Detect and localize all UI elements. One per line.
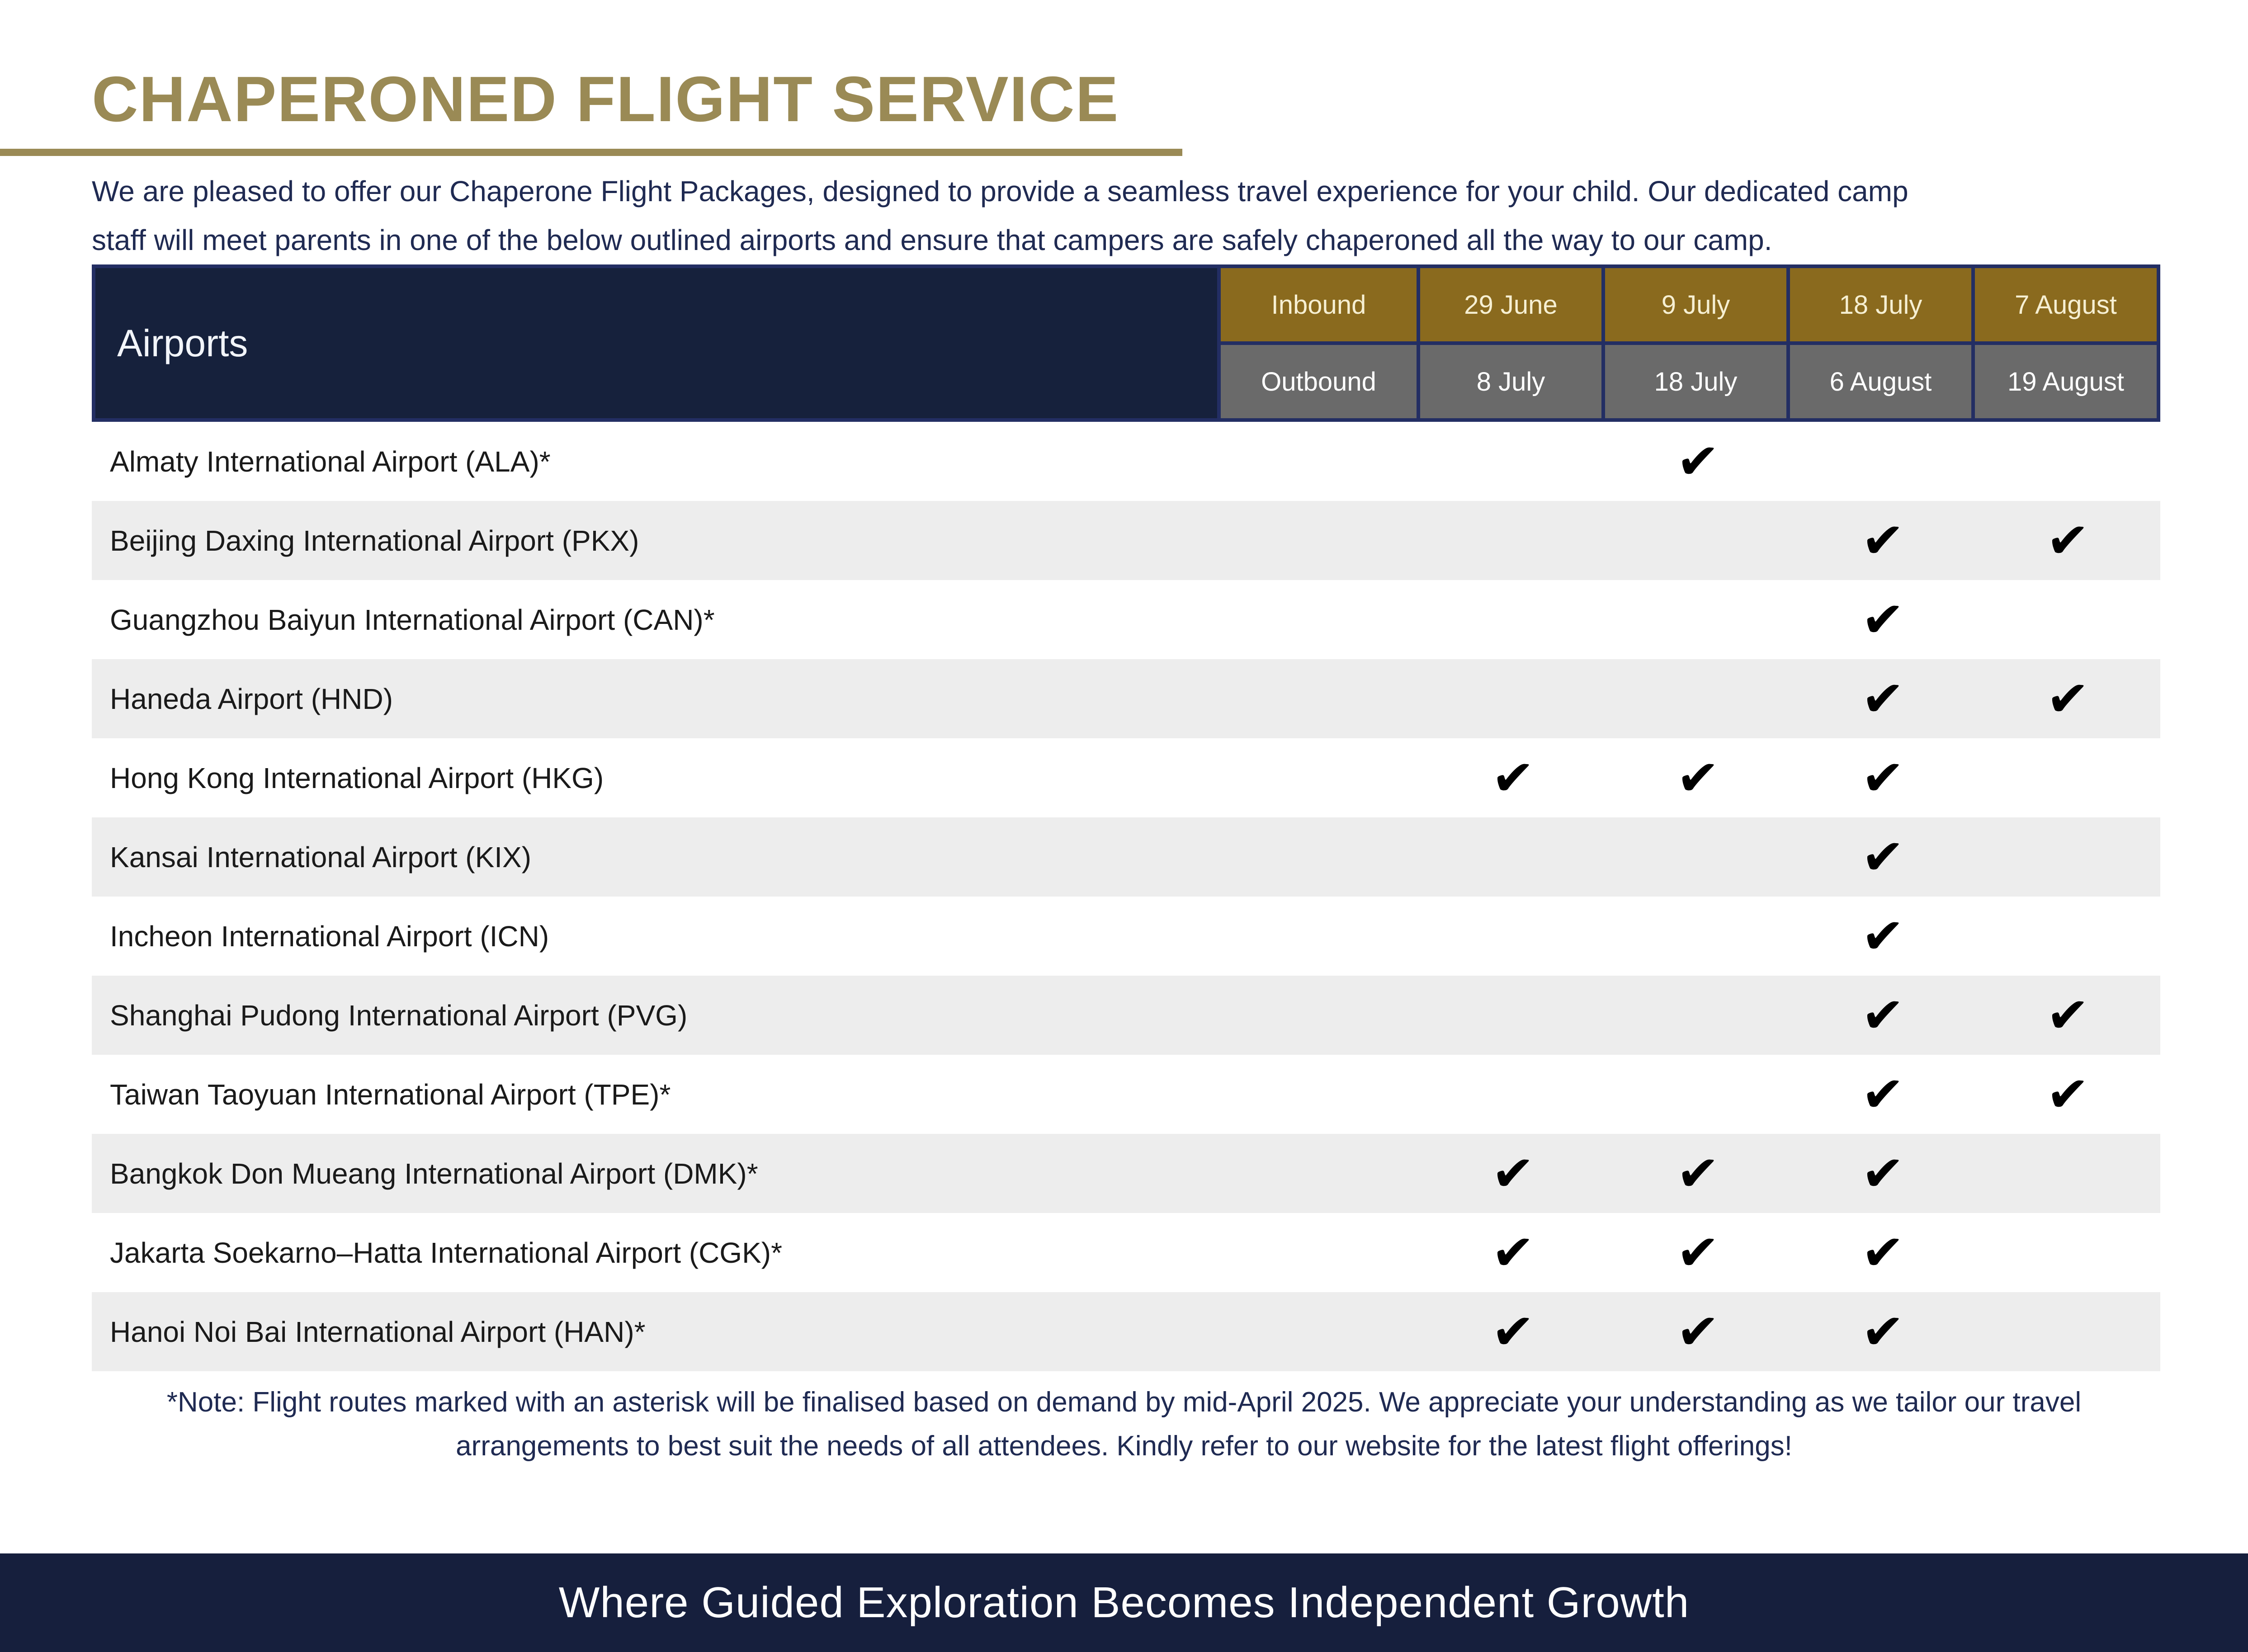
check-cell-1 [1420,738,1605,817]
label-spacer-cell [1221,1055,1420,1134]
label-spacer-cell [1221,976,1420,1055]
table-row [92,897,2160,976]
check-icon: ✔ [1860,668,1905,730]
check-cell-3 [1790,897,1975,976]
airport-name-cell: Bangkok Don Mueang International Airport (DMK)* [110,1157,758,1190]
table-row [92,659,2160,738]
check-cell-4 [1975,501,2160,580]
check-icon: ✔ [1860,1301,1905,1363]
airport-name-cell: Guangzhou Baiyun International Airport (CAN)* [110,603,715,636]
check-cell-1 [1420,817,1605,897]
airports-header-cell: Airports [95,268,1217,418]
check-cell-3 [1790,1292,1975,1371]
check-icon: ✔ [1675,1301,1720,1363]
check-icon: ✔ [1675,747,1720,809]
check-cell-4 [1975,1055,2160,1134]
check-cell-3 [1790,1213,1975,1292]
check-cell-1 [1420,1213,1605,1292]
check-cell-2 [1605,1213,1790,1292]
check-icon: ✔ [2045,1064,2091,1125]
check-cell-1 [1420,897,1605,976]
check-cell-1 [1420,422,1605,501]
outbound-date-cell-2: 18 July [1605,345,1786,418]
check-cell-4 [1975,422,2160,501]
check-icon: ✔ [1490,1222,1535,1284]
label-spacer-cell [1221,1213,1420,1292]
check-cell-3 [1790,501,1975,580]
intro-paragraph [92,167,2194,264]
check-cell-3 [1790,422,1975,501]
check-cell-4 [1975,976,2160,1055]
check-icon: ✔ [1860,747,1905,809]
check-cell-4 [1975,817,2160,897]
airport-name-cell: Haneda Airport (HND) [110,682,393,715]
outbound-date-cell-4: 19 August [1975,345,2157,418]
page-title: CHAPERONED FLIGHT SERVICE [92,63,1119,135]
check-cell-4 [1975,738,2160,817]
outbound-label-cell: Outbound [1221,345,1417,418]
check-icon: ✔ [1860,510,1905,571]
airport-name-cell: Beijing Daxing International Airport (PKX) [110,524,639,557]
check-icon: ✔ [1675,1143,1720,1204]
airport-name-cell: Incheon International Airport (ICN) [110,920,549,953]
check-icon: ✔ [1860,985,1905,1046]
airport-name-cell: Shanghai Pudong International Airport (PVG) [110,999,688,1032]
check-cell-2 [1605,976,1790,1055]
airport-name-cell: Jakarta Soekarno–Hatta International Airport (CGK)* [110,1236,782,1269]
check-cell-3 [1790,580,1975,659]
check-cell-2 [1605,1134,1790,1213]
airport-name-cell: Kansai International Airport (KIX) [110,840,532,873]
table-row [92,1292,2160,1371]
intro-line-2: staff will meet parents in one of the below outlined airports and ensure that campers are safely chaperoned all the way to our camp. [92,224,1772,257]
airport-name-cell: Hong Kong International Airport (HKG) [110,761,604,794]
label-spacer-cell [1221,897,1420,976]
inbound-date-cell-3: 18 July [1790,268,1971,341]
check-icon: ✔ [1860,1222,1905,1284]
check-icon: ✔ [1675,431,1720,492]
check-icon: ✔ [1860,589,1905,651]
check-icon: ✔ [1490,747,1535,809]
check-cell-2 [1605,659,1790,738]
table-row [92,976,2160,1055]
check-icon: ✔ [2045,985,2091,1046]
label-spacer-cell [1221,422,1420,501]
check-cell-3 [1790,659,1975,738]
label-spacer-cell [1221,1292,1420,1371]
check-cell-2 [1605,1055,1790,1134]
check-cell-2 [1605,1292,1790,1371]
table-row [92,422,2160,501]
check-icon: ✔ [1675,1222,1720,1284]
footnote [0,1380,2248,1468]
outbound-date-cell-3: 6 August [1790,345,1971,418]
check-cell-1 [1420,659,1605,738]
inbound-date-cell-1: 29 June [1420,268,1601,341]
check-cell-1 [1420,580,1605,659]
label-spacer-cell [1221,501,1420,580]
table-row [92,580,2160,659]
check-cell-4 [1975,1213,2160,1292]
check-cell-2 [1605,738,1790,817]
title-underline [0,149,1182,156]
check-cell-1 [1420,501,1605,580]
airport-name-cell: Taiwan Taoyuan International Airport (TPE)* [110,1078,671,1111]
check-cell-1 [1420,1134,1605,1213]
check-icon: ✔ [1860,906,1905,967]
check-cell-3 [1790,1134,1975,1213]
check-cell-1 [1420,1292,1605,1371]
table-row [92,1134,2160,1213]
label-spacer-cell [1221,817,1420,897]
check-cell-4 [1975,897,2160,976]
airport-name-cell: Hanoi Noi Bai International Airport (HAN)* [110,1315,646,1348]
check-cell-3 [1790,1055,1975,1134]
check-cell-2 [1605,501,1790,580]
label-spacer-cell [1221,738,1420,817]
table-header [92,264,2160,422]
check-icon: ✔ [1490,1143,1535,1204]
flight-schedule-table [92,264,2160,1371]
table-body [92,422,2160,1371]
table-row [92,1213,2160,1292]
check-icon: ✔ [1860,1064,1905,1125]
check-cell-2 [1605,580,1790,659]
check-cell-1 [1420,976,1605,1055]
label-spacer-cell [1221,580,1420,659]
table-row [92,817,2160,897]
check-cell-2 [1605,422,1790,501]
check-cell-4 [1975,1134,2160,1213]
table-row [92,738,2160,817]
table-row [92,501,2160,580]
check-cell-2 [1605,897,1790,976]
table-row [92,1055,2160,1134]
check-cell-3 [1790,976,1975,1055]
label-spacer-cell [1221,1134,1420,1213]
inbound-date-cell-2: 9 July [1605,268,1786,341]
check-cell-3 [1790,817,1975,897]
label-spacer-cell [1221,659,1420,738]
footer-tagline: Where Guided Exploration Becomes Independent Growth [558,1578,1690,1627]
outbound-date-cell-1: 8 July [1420,345,1601,418]
check-icon: ✔ [1860,826,1905,888]
intro-line-1: We are pleased to offer our Chaperone Flight Packages, designed to provide a seamless travel experience for your child. Our dedicated camp [92,175,1908,208]
check-cell-2 [1605,817,1790,897]
check-cell-3 [1790,738,1975,817]
footer-band [0,1553,2248,1652]
check-icon: ✔ [2045,510,2091,571]
check-icon: ✔ [2045,668,2091,730]
inbound-date-cell-4: 7 August [1975,268,2157,341]
check-cell-4 [1975,1292,2160,1371]
check-cell-4 [1975,580,2160,659]
check-cell-4 [1975,659,2160,738]
check-icon: ✔ [1860,1143,1905,1204]
inbound-label-cell: Inbound [1221,268,1417,341]
check-icon: ✔ [1490,1301,1535,1363]
airport-name-cell: Almaty International Airport (ALA)* [110,445,551,478]
footnote-line-1: *Note: Flight routes marked with an asterisk will be finalised based on demand by mid-April 2025. We appreciate your understanding as we tailor our travel [166,1387,2082,1418]
footnote-line-2: arrangements to best suit the needs of all attendees. Kindly refer to our website for the latest flight offerings! [456,1430,1792,1462]
check-cell-1 [1420,1055,1605,1134]
